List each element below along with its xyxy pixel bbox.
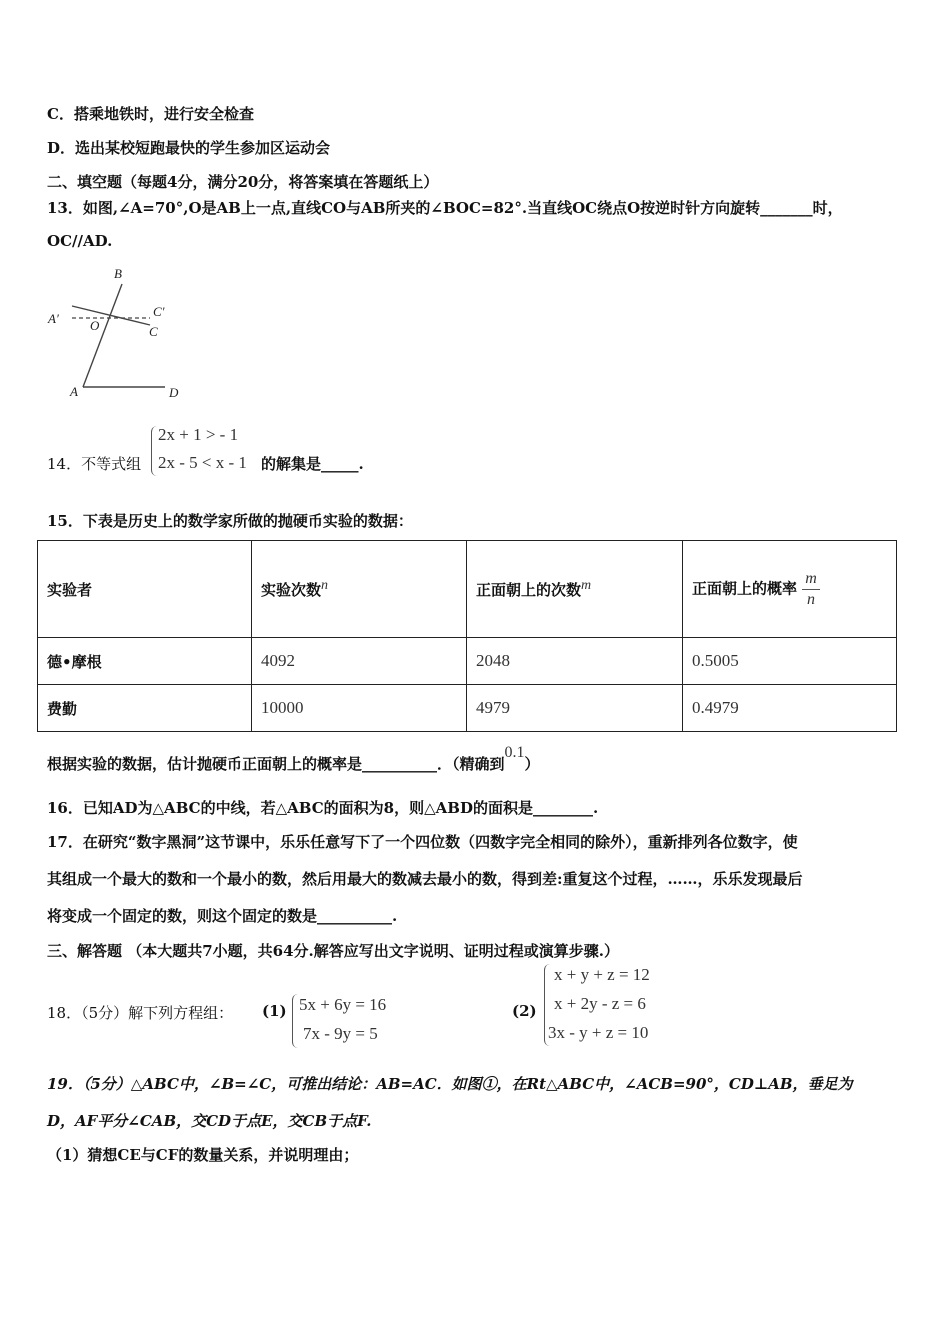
- table-row: [38, 685, 897, 732]
- q18-sys2-eq3: 3x - y + z = 10: [548, 1023, 649, 1042]
- q16-text: 16．已知AD为△ABC的中线，若△ABC的面积为8，则△ABD的面积是________.: [47, 799, 599, 817]
- cell-trials: 10000: [252, 685, 467, 732]
- q17-line1: 17．在研究“数字黑洞”这节课中，乐乐任意写下了一个四位数（四数字完全相同的除外），重新排列各位数字，使: [47, 833, 798, 851]
- q18-sys1-eq2: 7x - 9y = 5: [303, 1024, 378, 1043]
- q18-sys2-eq2: x + 2y - z = 6: [554, 994, 646, 1013]
- cell-probability: 0.5005: [683, 638, 897, 685]
- q15-precision: 0.1: [504, 744, 525, 761]
- coin-table: [37, 540, 897, 732]
- q18-part1-label: (1): [262, 1002, 287, 1020]
- header-probability: 正面朝上的概率 $\frac{m}{n}$: [683, 541, 897, 638]
- label-b: B: [114, 266, 122, 281]
- q18-part2-label: (2): [512, 1002, 537, 1020]
- section2-heading: 二、填空题（每题4分，满分20分，将答案填在答题纸上）: [47, 173, 439, 191]
- q14-ineq2: 2x - 5 < x - 1: [158, 453, 247, 472]
- q19-line1: 19．（5分）△ABC中，∠B=∠C，可推出结论：AB=AC．如图①，在Rt△ABC中，∠ACB=90°，CD⊥AB，垂足为: [47, 1075, 853, 1093]
- option-d: D．选出某校短跑最快的学生参加区运动会: [47, 139, 331, 157]
- probability-fraction: $\frac{m}{n}$: [802, 569, 820, 610]
- q18-sys1-eq1: 5x + 6y = 16: [299, 995, 387, 1014]
- q19-line2: D，AF平分∠CAB，交CD于点E，交CB于点F.: [47, 1112, 372, 1130]
- cell-probability: 0.4979: [683, 685, 897, 732]
- label-d: D: [169, 385, 179, 400]
- q13-figure: [40, 262, 200, 407]
- q19-part1: （1）猜想CE与CF的数量关系，并说明理由；: [47, 1146, 359, 1164]
- cell-trials: 4092: [252, 638, 467, 685]
- label-a-prime: A′: [48, 311, 59, 326]
- q14-prefix: 14．不等式组: [47, 455, 142, 473]
- q13-line1: 13．如图,∠A=70°,O是AB上一点,直线CO与AB所夹的∠BOC=82°.当直线OC绕点O按逆时针方向旋转_______时，: [47, 199, 843, 217]
- q18-prefix: 18．（5分）解下列方程组：: [47, 1004, 234, 1022]
- q13-line2: OC//AD.: [47, 232, 113, 250]
- cell-name: 德•摩根: [38, 638, 252, 685]
- q14-brace: [151, 426, 158, 476]
- section3-heading: 三、解答题 （本大题共7小题，共64分.解答应写出文字说明、证明过程或演算步骤.）: [47, 942, 619, 960]
- label-c: C: [149, 324, 158, 339]
- cell-heads: 4979: [467, 685, 683, 732]
- table-header-row: [38, 541, 897, 638]
- q14-suffix: 的解集是_____.: [261, 455, 364, 473]
- table-row: [38, 638, 897, 685]
- label-a: A: [70, 384, 78, 399]
- header-heads: 正面朝上的次数$^m$: [467, 541, 683, 638]
- header-experimenter: 实验者: [38, 541, 252, 638]
- label-o: O: [90, 318, 100, 333]
- line-oc: [72, 306, 150, 325]
- cell-heads: 2048: [467, 638, 683, 685]
- q15-followup: 根据实验的数据，估计抛硬币正面朝上的概率是__________．（精确到$^{0.1}$）: [47, 744, 540, 773]
- label-c-prime: C′: [153, 304, 165, 319]
- option-c: C．搭乘地铁时，进行安全检查: [47, 105, 254, 123]
- q15-intro: 15．下表是历史上的数学家所做的抛硬币实验的数据：: [47, 512, 413, 530]
- header-trials: 实验次数$^n$: [252, 541, 467, 638]
- cell-name: 费勤: [38, 685, 252, 732]
- q18-sys1-brace: [292, 994, 299, 1048]
- line-ab: [83, 284, 122, 387]
- q18-sys2-eq1: x + y + z = 12: [554, 965, 650, 984]
- q17-line3: 将变成一个固定的数，则这个固定的数是__________.: [47, 907, 398, 925]
- q17-line2: 其组成一个最大的数和一个最小的数，然后用最大的数减去最小的数，得到差:重复这个过程，……，乐乐发现最后: [47, 870, 803, 888]
- q14-ineq1: 2x + 1 > - 1: [158, 425, 239, 444]
